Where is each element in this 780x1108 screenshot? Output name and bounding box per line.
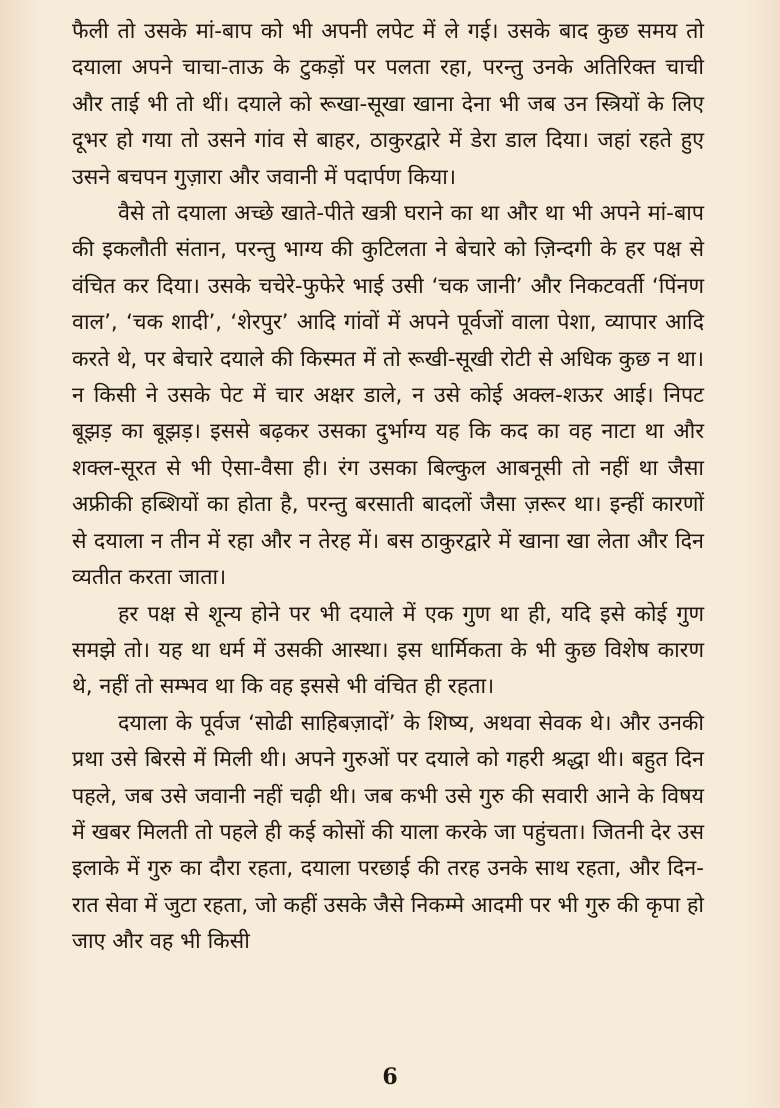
paragraph-4: दयाला के पूर्वज ‘सोढी साहिबज़ादों’ के शिष्य, अथवा सेवक थे। और उनकी प्रथा उसे बिरसे में मिली थी। अपने गुरुओं पर दयाले को गहरी श्रद्धा थी। बहुत दिन पहले, जब उसे जवानी नहीं चढ़ी थी। जब कभी उसे गुरु की सवारी आने के विषय में खबर मिलती तो पहले ही कई कोसों की याला करके जा पहुंचता। जितनी देर उस इलाके में गुरु का दौरा रहता, दयाला परछाई की तरह उनके साथ रहता, और दिन-रात सेवा में जुटा रहता, जो कहीं उसके जैसे निकम्मे आदमी पर भी गुरु की कृपा हो जाए और वह भी किसी — [72, 710, 704, 955]
paragraph-3: हर पक्ष से शून्य होने पर भी दयाले में एक गुण था ही, यदि इसे कोई गुण समझे तो। यह था धर्म में उसकी आस्था। इस धार्मिकता के भी कुछ विशेष कारण थे, नहीं तो सम्भव था कि वह इससे भी वंचित ही रहता। — [72, 601, 704, 700]
paragraph-2: वैसे तो दयाला अच्छे खाते-पीते खत्री घराने का था और था भी अपने मां-बाप की इकलौती संतान, परन्तु भाग्य की कुटिलता ने बेचारे को ज़िन्दगी के हर पक्ष से वंचित कर दिया। उसके चचेरे-फुफेरे भाई उसी ‘चक जानी’ और निकटवर्ती ‘पिंनण वाल’, ‘चक शादी’, ‘शेरपुर’ आदि गांवों में अपने पूर्वजों वाला पेशा, व्यापार आदि करते थे, पर बेचारे दयाले की किस्मत में तो रूखी-सूखी रोटी से अधिक कुछ न था। न किसी ने उसके पेट में चार अक्षर डाले, न उसे कोई अक्ल-शऊर आई। निपट बूझड़ का बूझड़। इससे बढ़कर उसका दुर्भाग्य यह कि कद का वह नाटा था और शक्ल-सूरत से भी ऐसा-वैसा ही। रंग उसका बिल्कुल आबनूसी तो नहीं था जैसा अफ्रीकी हब्शियों का होता है, परन्तु बरसाती बादलों जैसा ज़रूर था। इन्हीं कारणों से दयाला न तीन में रहा और न तेरह में। बस ठाकुरद्वारे में खाना खा लेता और दिन व्यतीत करता जाता। — [72, 201, 704, 591]
page-number: 6 — [382, 1064, 398, 1090]
paragraph-1: फैली तो उसके मां-बाप को भी अपनी लपेट में ले गई। उसके बाद कुछ समय तो दयाला अपने चाचा-ताऊ के टुकड़ों पर पलता रहा, परन्तु उनके अतिरिक्त चाची और ताई भी तो थीं। दयाले को रूखा-सूखा खाना देना भी जब उन स्त्रियों के लिए दूभर हो गया तो उसने गांव से बाहर, ठाकुरद्वारे में डेरा डाल दिया। जहां रहते हुए उसने बचपन गुज़ारा और जवानी में पदार्पण किया। — [72, 19, 704, 190]
